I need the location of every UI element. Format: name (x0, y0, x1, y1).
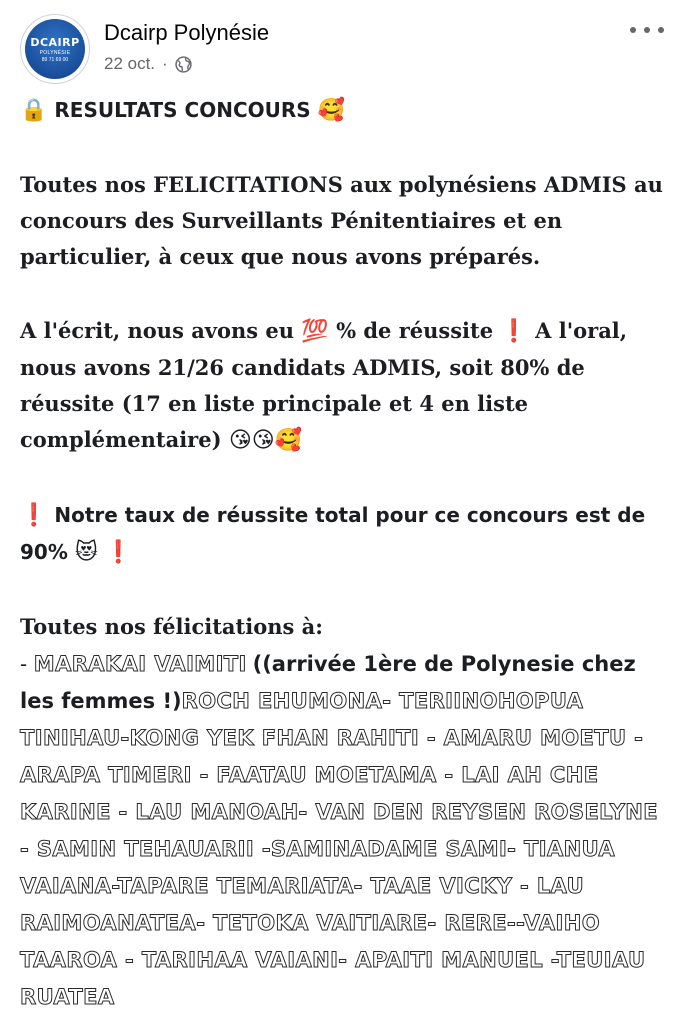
paragraph-names (20, 609, 670, 1016)
meta-separator: · (162, 54, 168, 73)
more-options-icon[interactable] (630, 20, 664, 40)
heart-eyes-cat-emoji: 😻 (74, 540, 98, 565)
exclamation-icon: ❗ (20, 503, 48, 528)
post-meta (104, 54, 192, 74)
post-header (20, 14, 664, 84)
names-dash: - (20, 652, 34, 676)
names-title: Toutes nos félicitations à: (20, 614, 323, 639)
post-body (20, 92, 670, 1016)
results-text-3: A l'oral, nous avons 21/26 candidats ADMIS, soit 80% de réussite (17 en liste principale et 4 en liste complémentaire) (20, 318, 628, 452)
page-avatar[interactable] (20, 14, 90, 84)
exclamation-icon: ❗ (104, 540, 133, 565)
heading-title: RESULTATS CONCOURS (54, 98, 311, 122)
logo-sub-text: POLYNÉSIE (39, 49, 71, 56)
page-logo (25, 19, 85, 79)
logo-main-text: DCAIRP (30, 35, 80, 49)
page-name-link[interactable]: Dcairp Polynésie (104, 20, 270, 45)
total-rate-text: Notre taux de réussite total pour ce concours est de 90% (20, 503, 646, 564)
logo-phone-text: 89 71 69 00 (41, 56, 69, 63)
post-date[interactable]: 22 oct. (104, 54, 156, 73)
hundred-points-emoji: 💯 (301, 319, 329, 344)
smiling-hearts-emoji: 🥰 (317, 98, 346, 123)
exclamation-icon: ❗ (500, 319, 528, 344)
kiss-emojis: 😘😘🥰 (228, 428, 303, 453)
paragraph-results (20, 313, 670, 459)
first-laureate: MARAKAI VAIMITI (33, 652, 247, 676)
post-heading (20, 92, 670, 129)
results-text-1: A l'écrit, nous avons eu (20, 318, 295, 343)
first-laureate-note: ((arrivée 1ère de Polynesie chez les femmes !) (20, 652, 636, 713)
results-text-2: % de réussite (336, 318, 494, 343)
paragraph-total-rate (20, 497, 670, 571)
globe-icon (175, 56, 192, 73)
paragraph-felicitations: Toutes nos FELICITATIONS aux polynésiens ADMIS au concours des Surveillants Pénitentiaires et en particulier, à ceux que nous avons préparés. (20, 172, 663, 269)
lock-icon: 🔒 (20, 98, 48, 123)
laureates-list: ROCH EHUMONA- TERIINOHOPUA TINIHAU-KONG YEK FHAN RAHITI - AMARU MOETU - ARAPA TIMERI - FAATAU MOETAMA - LAI AH CHE KARINE - LAU MANOAH- VAN DEN REYSEN ROSELYNE - SAMIN TEHAUARII -SAMINADAME SAMI- TIANUA VAIANA-TAPARE TEMARIATA- TAAE VICKY - LAU RAIMOANATEA- TETOKA VAITIARE- RERE--VAIHO TAAROA - TARIHAA VAIANI- APAITI MANUEL -TEUIAU RUATEA (20, 689, 659, 1009)
